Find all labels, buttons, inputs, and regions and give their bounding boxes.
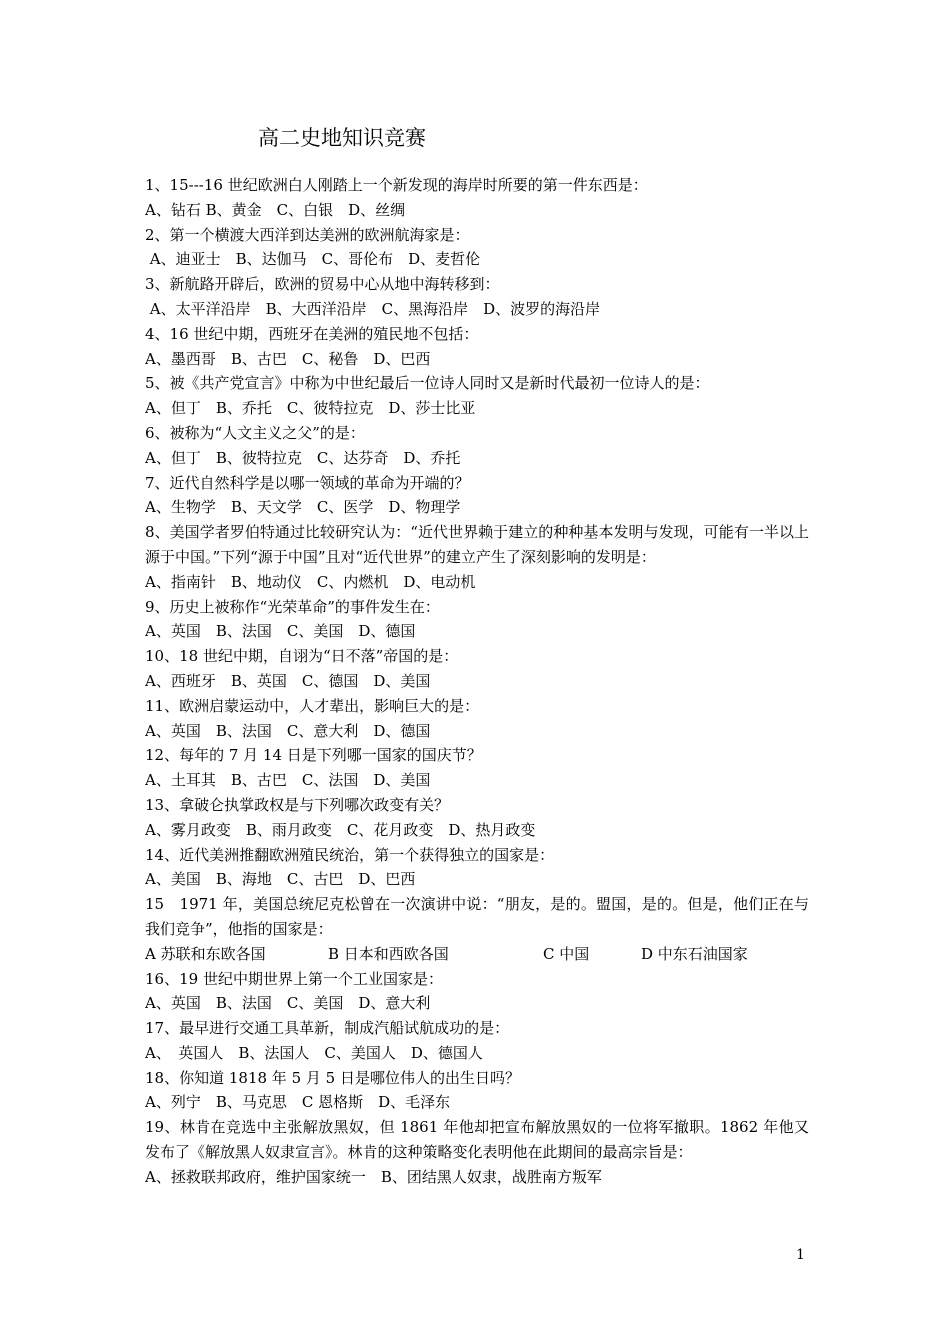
question-text: 19、林肯在竞选中主张解放黑奴，但 1861 年他却把宣布解放黑奴的一位将军撤职。1862 年他又发布了《解放黑人奴隶宣言》。林肯的这种策略变化表明他在此期间的最高宗旨是： — [145, 1118, 809, 1162]
answer-options: A、土耳其 B、古巴 C、法国 D、美国 — [145, 771, 431, 790]
page-number: 1 — [796, 1247, 805, 1263]
question-text: 14、近代美洲推翻欧洲殖民统治，第一个获得独立的国家是： — [145, 845, 555, 864]
answer-options: A、英国 B、法国 C、美国 D、德国 — [145, 622, 416, 641]
answer-options: A、迪亚士 B、达伽马 C、哥伦布 D、麦哲伦 — [145, 250, 481, 269]
question-text: 11、欧洲启蒙运动中，人才辈出，影响巨大的是： — [145, 696, 480, 715]
question-text: 1、15---16 世纪欧洲白人刚踏上一个新发现的海岸时所要的第一件东西是： — [145, 176, 648, 194]
answer-options: A、英国 B、法国 C、意大利 D、德国 — [145, 721, 431, 740]
question-text: 8、美国学者罗伯特通过比较研究认为：“近代世界赖于建立的种种基本发明与发现，可能有一半以上源于中国。”下列“源于中国”且对“近代世界”的建立产生了深刻影响的发明是： — [145, 523, 809, 566]
question-text: 12、每年的 7 月 14 日是下列哪一国家的国庆节？ — [145, 746, 482, 765]
option-b: B 日本和西欧各国 — [328, 944, 449, 963]
question-text: 16、19 世纪中期世界上第一个工业国家是： — [145, 969, 443, 988]
question-text: 13、拿破仑执掌政权是与下列哪次政变有关？ — [145, 795, 450, 814]
answer-options: A、指南针 B、地动仪 C、内燃机 D、电动机 — [145, 572, 476, 591]
question-text: 2、第一个横渡大西洋到达美洲的欧洲航海家是： — [145, 225, 470, 244]
answer-options: A、西班牙 B、英国 C、德国 D、美国 — [145, 671, 431, 690]
page-title: 高二史地知识竞赛 — [258, 126, 426, 150]
question-text: 9、历史上被称作“光荣革命”的事件发生在： — [145, 597, 440, 616]
question-text: 4、16 世纪中期，西班牙在美洲的殖民地不包括： — [145, 324, 479, 343]
answer-options: A、墨西哥 B、古巴 C、秘鲁 D、巴西 — [145, 349, 431, 368]
answer-options: A、美国 B、海地 C、古巴 D、巴西 — [145, 870, 416, 889]
answer-options: A、雾月政变 B、雨月政变 C、花月政变 D、热月政变 — [145, 820, 536, 839]
question-text: 3、新航路开辟后，欧洲的贸易中心从地中海转移到： — [145, 275, 500, 294]
answer-options: A、但丁 B、乔托 C、彼特拉克 D、莎士比亚 — [145, 399, 476, 418]
answer-options: A、但丁 B、彼特拉克 C、达芬奇 D、乔托 — [145, 448, 461, 467]
answer-options — [145, 942, 809, 967]
answer-options: A、拯救联邦政府，维护国家统一 B、团结黑人奴隶，战胜南方叛军 — [145, 1167, 602, 1186]
question-text: 15 1971 年，美国总统尼克松曾在一次演讲中说：“朋友，是的。盟国，是的。但是，他们正在与我们竞争”，他指的国家是： — [145, 895, 809, 938]
option-c: C 中国 — [543, 944, 590, 963]
answer-options: A、太平洋沿岸 B、大西洋沿岸 C、黑海沿岸 D、波罗的海沿岸 — [145, 299, 601, 318]
answer-options: A、生物学 B、天文学 C、医学 D、物理学 — [145, 498, 461, 517]
question-text: 17、最早进行交通工具革新，制成汽船试航成功的是： — [145, 1019, 510, 1038]
answer-options: A、英国 B、法国 C、美国 D、意大利 — [145, 994, 431, 1013]
answer-options: A、 英国人 B、法国人 C、美国人 D、德国人 — [145, 1043, 483, 1062]
question-text: 18、你知道 1818 年 5 月 5 日是哪位伟人的出生日吗？ — [145, 1068, 520, 1087]
answer-options: A、钻石 B、黄金 C、白银 D、丝绸 — [145, 200, 406, 219]
question-text: 10、18 世纪中期，自诩为“日不落”帝国的是： — [145, 647, 459, 666]
option-a: A 苏联和东欧各国 — [145, 944, 266, 963]
question-text: 6、被称为“人文主义之父”的是： — [145, 423, 365, 442]
question-text: 7、近代自然科学是以哪一领域的革命为开端的？ — [145, 473, 470, 492]
question-list — [145, 173, 809, 1190]
question-text: 5、被《共产党宣言》中称为中世纪最后一位诗人同时又是新时代最初一位诗人的是： — [145, 374, 710, 393]
option-d: D 中东石油国家 — [641, 944, 748, 963]
answer-options: A、列宁 B、马克思 C 恩格斯 D、毛泽东 — [145, 1093, 451, 1112]
